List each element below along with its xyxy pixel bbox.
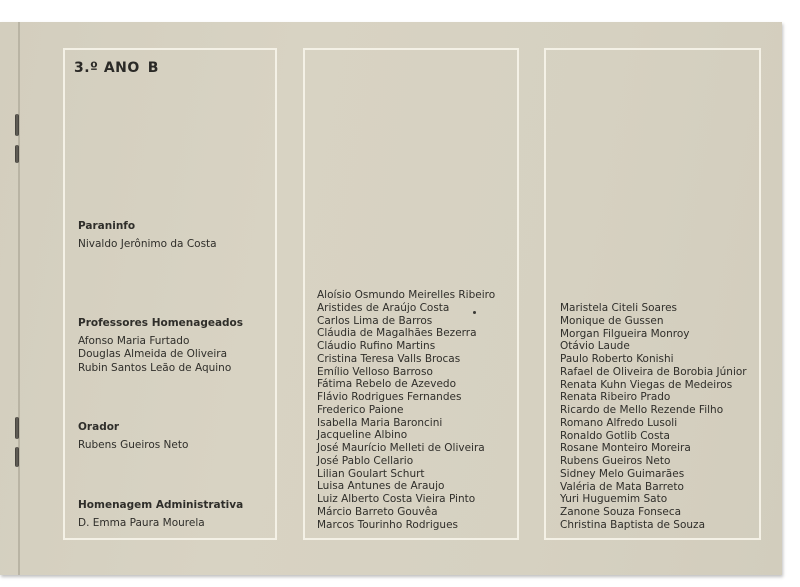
student-name: Cláudio Rufino Martins [317,340,436,352]
section-paraninfo [78,220,273,251]
staple-bottom [15,417,19,439]
panel-left [63,48,277,540]
class-year: 3.º ANO [74,60,140,76]
student-name: Marcos Tourinho Rodrigues [317,518,458,531]
section-professores [78,317,273,375]
section-orador [78,421,273,452]
student-name: Emílio Velloso Barroso [317,365,433,378]
student-name: Zanone Souza Fonseca [560,506,682,518]
section-title: Homenagem Administrativa [78,499,244,511]
student-name: Cláudia de Magalhães Bezerra [317,327,477,340]
student-list-1 [317,289,517,531]
student-name: Valéria de Mata Barreto [560,480,684,493]
section-title: Paraninfo [78,220,136,232]
student-name: Aristides de Araújo Costa [317,301,450,314]
student-name: José Maurício Melleti de Oliveira [317,442,485,454]
student-name: Otávio Laude [560,340,630,353]
student-name: Ronaldo Gotlib Costa [560,429,670,442]
class-heading [74,60,159,76]
student-name: Monique de Gussen [560,314,664,327]
section-homenagem-administrativa [78,499,273,530]
person-name: Afonso Maria Furtado [78,334,190,347]
staple-bottom-lower [15,447,19,467]
student-name: Rubens Gueiros Neto [560,455,671,467]
class-letter: B [147,60,159,76]
student-name: Frederico Paione [317,403,404,416]
staple-top-lower [15,145,19,163]
person-name: Rubens Gueiros Neto [78,438,189,451]
student-name: José Pablo Cellario [317,454,414,467]
student-name: Lilian Goulart Schurt [317,467,425,480]
student-name: Cristina Teresa Valls Brocas [317,352,461,365]
student-name: Jacqueline Albino [317,429,408,442]
student-name: Fátima Rebelo de Azevedo [317,378,457,391]
student-name: Flávio Rodrigues Fernandes [317,391,462,403]
student-name: Carlos Lima de Barros [317,314,433,327]
student-list-2 [560,302,760,532]
student-name: Maristela Citeli Soares [560,302,678,314]
student-name: Romano Alfredo Lusoli [560,416,678,429]
booklet-spine [18,22,20,575]
section-title: Professores Homenageados [78,317,244,329]
student-name: Márcio Barreto Gouvêa [317,505,438,518]
person-name: D. Emma Paura Mourela [78,516,205,529]
student-name: Morgan Filgueira Monroy [560,327,690,340]
student-name: Luisa Antunes de Araujo [317,480,445,493]
student-name: Sidney Melo Guimarães [560,467,685,480]
student-name: Paulo Roberto Konishi [560,353,674,365]
student-name: Yuri Huguemim Sato [560,493,668,506]
staple-top [15,114,19,136]
student-name: Renata Ribeiro Prado [560,391,671,404]
student-name: Renata Kuhn Viegas de Medeiros [560,378,733,391]
student-name: Rosane Monteiro Moreira [560,442,691,455]
student-name: Christina Baptista de Souza [560,518,706,531]
student-name: Aloísio Osmundo Meirelles Ribeiro [317,289,496,301]
section-title: Orador [78,421,120,433]
person-name: Rubin Santos Leão de Aquino [78,361,232,374]
ink-dot [473,311,476,314]
student-name: Ricardo de Mello Rezende Filho [560,404,724,416]
student-name: Luiz Alberto Costa Vieira Pinto [317,493,476,505]
person-name: Douglas Almeida de Oliveira [78,348,228,361]
student-name: Rafael de Oliveira de Borobia Júnior [560,365,747,378]
student-name: Isabella Maria Baroncini [317,416,443,429]
person-name: Nivaldo Jerônimo da Costa [78,237,217,250]
